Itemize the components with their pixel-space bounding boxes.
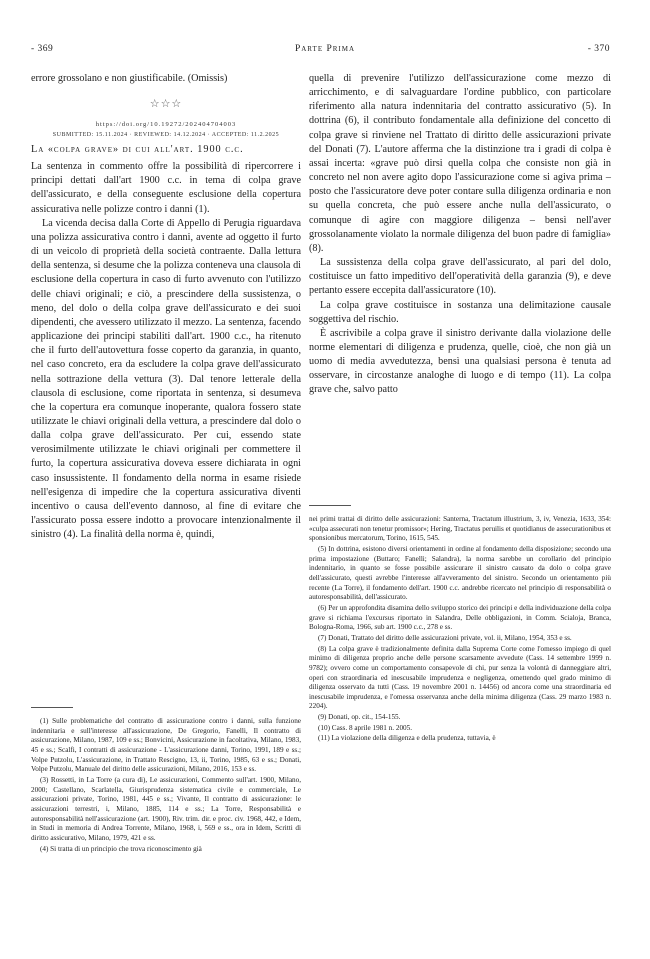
footnote: (1) Sulle problematiche del contratto di assicurazione contro i danni, sulla funzione indennitaria e sull'interesse all'assicurazione, De Gregorio, Fanelli, Il contratto di assicurazione, Milano, 1987, 109 e ss.; Bonvicini, Assicurazione in facoltativa, Milano, 1983, 45 e ss.; Scalfi, I contratti di assicurazione - L'assicurazione danni, Torino, 1991, 189 e ss.; Volpe Putzolu, L'assicurazione, in Trattato Rescigno, 13, ii, Torino, 1985, 63 e ss.; Donati, Volpe Putzolu, Manuale del diritto delle assicurazioni, Milano, 2016, 153 e ss. [31,717,301,774]
left-footnotes [31,717,301,854]
right-column [309,72,611,398]
submission-dates: SUBMITTED: 15.11.2024 · REVIEWED: 14.12.2024 · ACCEPTED: 11.2.2025 [52,132,280,139]
footnote: (7) Donati, Trattato del diritto delle assicurazioni private, vol. ii, Milano, 1954, 353 e ss. [318,633,572,642]
footnote: (10) Cass. 8 aprile 1981 n. 2005. [318,723,413,732]
opening-line: errore grossolano e non giustificabile. (Omissis) [31,73,228,84]
running-title: Parte Prima [294,44,356,54]
paragraph: La colpa grave costituisce in sostanza una delimitazione causale soggettiva del rischio. [309,299,611,325]
section-heading: La «colpa grave» di cui all'art. 1900 c.c. [31,144,244,156]
footnote: (3) Rossetti, in La Torre (a cura di), Le assicurazioni, Commento sull'art. 1900, Milano, 2000; Castellano, Scarlatella, Giurisprudenza sistematica civile e commerciale, Le assicurazioni private, Torino, 1981, 445 e ss.; Vivante, Il contratto di assicurazione: le assicurazioni terrestri, i, Milano, 1885, 114 e ss.; La Torre, Responsabilità e autoresponsabilità nell'assicurazione (art. 1900), Riv. trim. dir. e proc. civ. 1968, 442, e Idem, in Studi in memoria di Andrea Torrente, Milano, 1968, i, 569 e ss., ora in Idem, Scritti di diritto assicurativo, Milano, 1979, 421 e ss. [31,775,301,842]
footnote: (4) Si tratta di un principio che trova riconoscimento già [40,844,202,853]
paragraph: quella di prevenire l'utilizzo dell'assicurazione come mezzo di arricchimento, e di salvaguardare l'ordine pubblico, con particolare riferimento alla natura indennitaria del contratto assicurativo (5). In dottrina (6), il contributo fondamentale alla definizione del concetto di colpa grave si rinviene nel Trattato di diritto delle assicurazioni private del Donati (7). L'autore afferma che la distinzione tra i gradi di colpa è assai incerta: «grave può dirsi quella colpa che consiste non già in concreto nel non avere agito dopo l'assicurazione come si agiva prima – posto che l'assicuratore deve poter contare sulla diligenza ordinaria e non su quella concreta, che può essere anche nulla dell'assicurato, o comunque di agire con maggiore diligenza – bensì nell'aver grossolanamente violato la normale diligenza del buon padre di famiglia» (8). [309,73,611,254]
footnote: (8) La colpa grave è tradizionalmente definita dalla Suprema Corte come l'omesso impiego di quel minimo di diligenza proprio anche delle persone scarsamente avvedute (Cass. 14 settembre 1999 n. 9782); ovvero come un comportamento consapevole di chi, pur senza la volontà di danneggiare altri, operi con straordinaria ed inescusabile imprudenza e negligenza, omettendo quel grado minimo di diligenza osservato da tutti (Cass. 19 novembre 2001 n. 14456) od ancora come una straordinaria ed inescusabile imprudenza, e l'omessa osservanza anche della minima diligenza (Cass. 29 marzo 1983 n. 2204). [309,644,611,711]
footnote: nei primi trattai di diritto delle assicurazioni: Santerna, Tractatum illustrium, 3, iv, Venezia, 1633, 354: «culpa assecurati non tenetur promissor»; Hering, Tractatus peruilis et quotidianus de assecurationibus et sponsionibus mercatorum, Torino, 1615, 545. [309,515,612,543]
footnote: (9) Donati, op. cit., 154-155. [318,713,401,722]
left-column [31,72,301,542]
footnote: (11) La violazione della diligenza e della prudenza, tuttavia, è [318,734,496,743]
paragraph: La vicenda decisa dalla Corte di Appello di Perugia riguardava una polizza assicurativa contro i danni, avente ad oggetto il furto di un veicolo di proprietà della società contraente. Dalla lettura della sentenza, si desume che la polizza conteneva una clausola di esclusione della copertura in caso di furto avvenuto con l'utilizzo delle chiavi originali; e ciò, a prescindere della sussistenza, o meno, del dolo o della colpa grave dell'assicurato e dei suoi dipendenti, che avessero utilizzato il mezzo. La sentenza, facendo applicazione dei principi stabiliti dall'art. 1900 c.c., ha ritenuto che il furto dell'autovettura fosse coperto da garanzia, in quanto, nel caso concreto, era da escludere la colpa grave dell'assicurato nella sottrazione della vettura (3). Dal tenore letterale della clausola di esclusione, come riportata in sentenza, si desumeva che la copertura era comunque inoperante, qualora fossero state utilizzate le chiavi originali della vettura, a prescindere dal dolo o dalla colpa grave dell'assicurato. Per cui, essendo state verosimilmente utilizzate le chiavi originali per commettere il furto, la copertura assicurativa doveva essere dichiarata in ogni caso insussistente. Il fondamento della norma in esame risiede nell'esigenza di impedire che la copertura assicurativa diventi incentivo o causa dell'evento dannoso, al fine di evitare che l'assicurato possa essere indotto a provocare intenzionalmente il sinistro (4). La finalità della norma è, quindi, [31,217,301,541]
footnote: (6) Per un approfondita disamina dello sviluppo storico dei principi e della individuazione della colpa grave si richiama l'excursus riportato in Salandra, Delle obbligazioni, in Comm. Scialoja, Branca, Bologna-Roma, 1966, sub art. 1900 c.c., 278 e ss. [309,603,611,632]
section-separator: ☆☆☆ [149,98,183,111]
footnote-divider [31,707,73,708]
paragraph: La sussistenza della colpa grave dell'assicurato, al pari del dolo, costituisce un fatto impeditivo dell'operatività della garanzia (9), e deve pertanto essere eccepita dall'assicuratore (10). [309,257,611,297]
right-footnotes [309,515,611,744]
paragraph: È ascrivibile a colpa grave il sinistro derivante dalla violazione delle norme elementari di diligenza e prudenza, quelle, cioè, che non già un uomo di media avvedutezza, bensì una qualsiasi persona è tenuta ad osservare, in circostanze analoghe di luogo e di tempo (11). La colpa grave che, salvo patto [309,327,611,396]
right-page-number: - 370 [587,44,610,54]
left-page-number: - 369 [31,44,54,54]
doi-link[interactable]: https://doi.org/10.19272/202404704003 [95,121,237,129]
paragraph: La sentenza in commento offre la possibilità di ripercorrere i principi dettati dall'art 1900 c.c. in tema di colpa grave dell'assicurato, e della conseguente esclusione della copertura assicurativa nelle polizze contro i danni (1). [31,161,301,215]
footnote: (5) In dottrina, esistono diversi orientamenti in ordine al fondamento della disposizione; secondo una prima impostazione (Buttaro; Fanelli; Salandra), la norma sarebbe un corollario del principio indennitario, in quanto se fosse possibile assicurare il sinistro causato da dolo o colpa grave dell'assicurato, questi avrebbe l'interesse all'avveramento del sinistro. Secondo un orientamento più recente (La Torre), il fondamento dell'art. 1900 c.c. andrebbe ricercato nel principio di responsabilità o autoresponsabilità, dell'assicurato. [309,544,611,602]
footnote-divider [309,505,351,506]
